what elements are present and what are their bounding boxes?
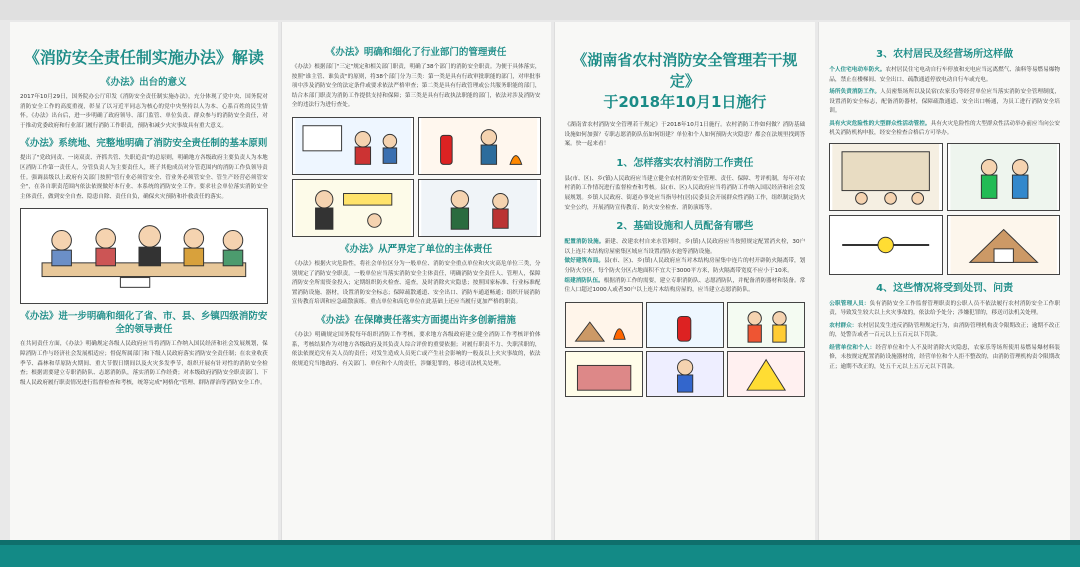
home-safety-icon (948, 216, 1059, 274)
panel4-item6-text: 经营单位和个人不及时消除火灾隐患，农家乐等场所使用易燃易爆材料装修，未按规定配置消防设施器材的，经营单位和个人拒不整改的，由消防管理机构责令限期改正；逾期不改正的，处五千元以上五万元以下罚款。 (829, 344, 1061, 370)
panel-3 (554, 22, 816, 542)
panel2-illustrations (292, 117, 541, 237)
hydrant-icon (647, 303, 723, 347)
panel1-sec2-title: 《办法》系统地、完整地明确了消防安全责任制的基本原则 (20, 138, 268, 150)
inspection-illustration (292, 179, 414, 237)
panel3-title (565, 50, 806, 113)
panel4-item1-text: 农村居民住宅电动自行车停放和充电应当远离燃气、油料等易燃易爆物品，禁止在楼梯间、安全出口、疏散通道停放电动自行车或充电。 (829, 67, 1060, 83)
drill-illustration (646, 351, 724, 397)
map-illustration (829, 143, 942, 211)
panel4-item4-text: 负有消防安全工作监督管理职责的公职人员不依法履行农村消防安全工作职责，导致发生较大以上火灾事故的，依法给予处分；涉嫌犯罪的，移送司法机关处理。 (829, 300, 1060, 316)
panel-1 (10, 22, 278, 542)
panel1-title: 《消防安全责任制实施办法》解读 (23, 48, 264, 67)
meeting-illustration (20, 208, 268, 304)
panel3-item2-text: 县(市、区)、乡(镇)人民政府应当对木结构房屋集中连片的村开辟防火隔离带，划分防火分区，每个防火分区占地面积不宜大于3000平方米，防火隔离带宽度不应小于10米。 (564, 258, 806, 274)
panel4-item5 (829, 322, 1060, 341)
patrol-illustration (947, 143, 1060, 211)
panel2-sec1-body: 《办法》根据部门"三定"规定和相关部门职责，明确了38个部门的消防安全职责。为便于具体落实，按照"谁主管、谁负责"的原则，将38个部门分为三类：第一类是具有行政审批职能的部门，对审批事项中涉及消防安全的法定条件或要求依法严格审查；第二类是具有行政管理或公共服务职能的部门，结合本部门职责为消防工作提供支持和保障；第三类是具有行政执法职能的部门，依法对涉及消防安全的违法行为进行查处。 (291, 64, 541, 109)
panel3-item2-label: 做好建筑布局。 (564, 258, 605, 265)
panel4-sec1-title: 3、农村居民及经营场所这样做 (876, 49, 1014, 60)
panel2-sec1-title: 《办法》明确和细化了行业部门的管理责任 (325, 47, 507, 58)
panel-2 (281, 22, 551, 542)
panel2-sec2-title: 《办法》从严界定了单位的主体责任 (340, 243, 493, 255)
patrol-icon (948, 144, 1059, 210)
panel1-sec2-body: 提出了"党政同责、一岗双责、齐抓共管、失职追责"的总原则，明确地方各级政府主要负责人为本地区消防工作第一责任人，分管负责人为主要责任人，班子其他成员对分管范围内的消防工作负领导责任。强调县级以上政府有关部门按照"管行业必须管安全、管业务必须管安全、管生产经营必须管安全"，在各自职责范围内依法依规做好本行业、本系统的消防安全工作。要求社会单位落实消防安全主体责任，做到安全自查、隐患自除、责任自负，确保火灾预防和扑救责任的落实。 (20, 155, 268, 200)
panel4-item6 (829, 344, 1060, 373)
hydrant-illustration (646, 302, 724, 348)
panel3-sec1-body: 县(市、区)、乡(镇)人民政府应当建立健全农村消防安全管理、责任、保障、考评机制，每年对农村消防工作情况进行监督检查和考核。县(市、区)人民政府应当将消防工作纳入国民经济和社会发展规划。乡镇人民政府、街道办事处应当指导村(居)民委员会开展群众性消防工作，组织制定防火安全公约，开展消防宣传教育、防火安全检查、消防演练等。 (564, 175, 806, 211)
panel4-item6-label: 经营单位和个人： (829, 344, 876, 351)
panel3-sec2-item1 (565, 238, 806, 257)
store-illustration (565, 351, 643, 397)
drill-icon (647, 352, 723, 396)
panel4-item3-label: 具有火灾危险性的大型群众性活动管控。 (829, 120, 931, 127)
store-icon (566, 352, 642, 396)
village-fire-illustration (565, 302, 643, 348)
panel4-item4 (829, 300, 1060, 319)
map-meeting-icon (830, 144, 941, 210)
wiring-icon (830, 216, 941, 274)
panel3-item1-text: 新建、改建农村自来水管网时，乡(镇)人民政府应当按照规定配置消火栓，30户以上连片木结构房屋密集区域应当设置消防水池等消防设施。 (564, 239, 806, 255)
village-fire-icon (566, 303, 642, 347)
extinguisher-illustration (418, 117, 540, 175)
panel4-item5-text: 农村居民发生违反消防管理规定行为，由消防管理机构责令限期改正；逾期不改正的，处警告或者一百元以上五百元以下罚款。 (829, 322, 1060, 338)
panel4-illustrations (829, 143, 1060, 275)
panel3-intro: 《湖南省农村消防安全管理若干规定》于2018年10月1日施行。农村消防工作如何做？消防基础设施如何加强？专职志愿消防队伍如何组建？单位和个人如何预防火灾隐患？都会在法规里找到答案。快一起来看！ (564, 122, 806, 148)
panel4-item3-text: 具有火灾危险性的大型群众性活动举办前应当向公安机关消防机构申报，经安全检查合格后方可举办。 (829, 120, 1061, 136)
meeting-cartoon-icon (21, 209, 267, 303)
panel2-sec3-title: 《办法》在保障责任落实方面提出许多创新措施 (316, 314, 516, 326)
panel4-item4-label: 公职管理人员： (829, 300, 870, 307)
top-band (0, 0, 1080, 20)
panel3-item3-label: 组建消防队伍。 (564, 277, 604, 284)
panel2-sec2-body: 《办法》根据火灾危险性，将社会单位区分为一般单位、消防安全重点单位和火灾高危单位三类，分别规定了消防安全职责。一般单位应当落实消防安全主体责任，明确消防安全责任人、管理人，保障消防安全所需资金投入；定期组织防火检查、巡查，及时消除火灾隐患；按照国家标准、行业标准配置消防设施、器材，设置消防安全标志；保障疏散通道、安全出口、消防车通道畅通；组织开展消防宣传教育培训和应急疏散演练。重点单位和高危单位在此基础上还应当履行更加严格的职责。 (291, 260, 541, 306)
panel4-item2-label: 场所负责消防工作。 (829, 89, 881, 95)
panel1-sec3-body: 在共同责任方面，《办法》明确规定各级人民政府应当将消防工作纳入国民经济和社会发展规划，保障消防工作与经济社会发展相适应；督促所属部门和下级人民政府落实消防安全责任制；在农业收获季节、森林和草原防火期间、重大节假日期间以及火灾多发季节，组织开展有针对性的消防安全检查；根据需要建立专职消防队、志愿消防队，落实消防工作经费；对本级政府消防安全职责部门、下级人民政府履行职责情况进行监督检查和考核，统筹完成"网格化"管理、群防群治等消防安全工作。 (20, 341, 268, 386)
panel3-illustrations (565, 302, 806, 397)
panel3-item3-text: 根据消防工作的需要，建立专职消防队、志愿消防队，并配备消防器材和装备。常住人口超过1000人或者30户以上连片木结构房屋的，应当建立志愿消防队。 (564, 277, 806, 294)
panel4-item2 (829, 88, 1060, 117)
training-illustration (292, 117, 414, 175)
volunteer-icon (728, 303, 804, 347)
volunteer-illustration (727, 302, 805, 348)
brochure (10, 22, 1070, 542)
training-cartoon-icon (293, 118, 413, 174)
panel1-sec1-title: 《办法》出台的意义 (101, 77, 187, 88)
panel3-sec2-item2 (565, 257, 806, 276)
panel3-sec2-item3 (565, 277, 806, 296)
panel3-title-line2: 于2018年10月1日施行 (603, 93, 767, 111)
panel3-title-line1: 《湖南省农村消防安全管理若干规定》 (572, 51, 798, 90)
wiring-illustration (829, 215, 942, 275)
panel-4 (818, 22, 1070, 542)
home-safety-illustration (947, 215, 1060, 275)
panel1-sec3-title: 《办法》进一步明确和细化了省、市、县、乡镇四级消防安全的领导责任 (20, 311, 268, 336)
panel4-item1 (829, 66, 1060, 85)
panel2-sec3-body: 《办法》明确规定国务院每年组织消防工作考核，要求地方各级政府建立健全消防工作考核评价体系，考核结果作为对地方各级政府及其负责人综合评价的重要依据；对履行职责不力、失职渎职的，依法依规追究有关人员的责任；对发生造成人员死亡或产生社会影响的一般及以上火灾事故的，依法依规追究当地政府、有关部门、单位和个人的责任，涉嫌犯罪的，移送司法机关处理。 (291, 331, 541, 367)
firefighter-cartoon-icon (419, 180, 539, 236)
panel3-sec1-title: 1、怎样落实农村消防工作责任 (616, 157, 754, 169)
extinguisher-cartoon-icon (419, 118, 539, 174)
panel3-item1-label: 配置消防设施。 (564, 239, 605, 246)
panel4-item5-label: 农村群众： (829, 322, 858, 329)
panel4-item1-label: 个人住宅电动车防火。 (829, 67, 886, 73)
panel4-item2-text: 人员密集场所以及民宿(农家乐)等经营单位应当落实消防安全管理制度，设置消防安全标志，配备消防器材，保障疏散通道、安全出口畅通，为员工进行消防安全培训。 (829, 89, 1061, 114)
warning-illustration (727, 351, 805, 397)
inspection-cartoon-icon (293, 180, 413, 236)
bottom-band (0, 540, 1080, 567)
panel4-sec2-title: 4、这些情况将受到处罚、问责 (876, 282, 1014, 294)
panel1-sec1-body: 2017年10月29日，国务院办公厅印发《消防安全责任制实施办法》，充分体现了党中央、国务院对消防安全工作的高度重视，彰显了以习近平同志为核心的党中央坚持以人为本、心系百姓的民生情怀。《办法》出台后，进一步明确了政府领导、部门监管、单位负责、群众参与的消防安全责任，对于推动党委政府和行业部门履行消防工作职责，预防和减少火灾事故具有重大意义。 (20, 94, 268, 129)
warning-icon (728, 352, 804, 396)
panel3-sec2-title: 2、基础设施和人员配备有哪些 (616, 221, 754, 233)
firefighter-illustration (418, 179, 540, 237)
panel4-item3 (829, 120, 1060, 139)
